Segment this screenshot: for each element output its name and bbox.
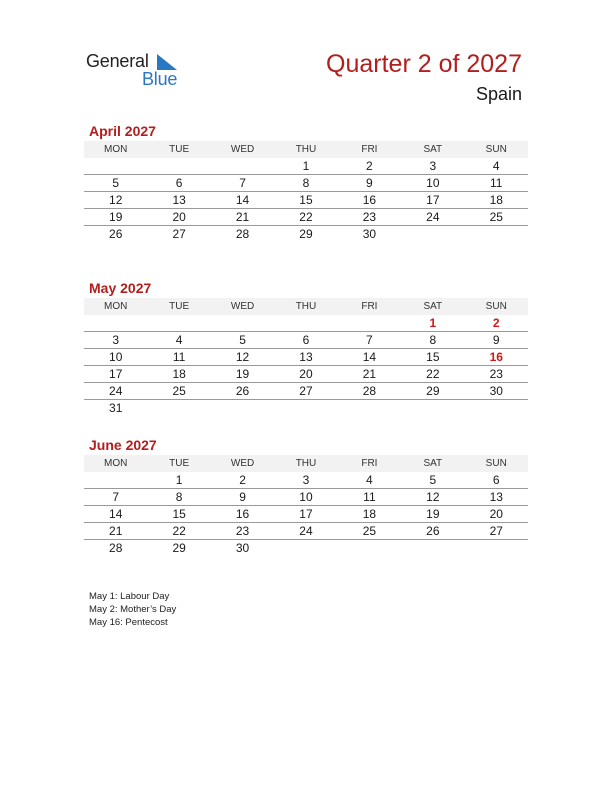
day-cell [465,226,528,242]
weekday-label: THU [295,144,317,155]
day-cell: 14 [235,193,250,207]
month-grid [84,158,528,242]
week-row [84,506,528,523]
day-cell: 3 [302,473,310,487]
day-cell: 26 [426,524,440,538]
day-cell: 13 [489,490,503,504]
week-row [84,523,528,540]
day-cell: 24 [299,524,313,538]
day-cell: 24 [426,210,440,224]
day-cell: 10 [299,490,313,504]
day-cell: 6 [302,333,310,347]
day-cell: 26 [235,384,250,398]
week-row [84,192,528,209]
day-cell: 16 [362,193,377,207]
day-cell: 13 [172,193,186,207]
week-row [84,158,528,175]
weekday-label: MON [104,458,128,469]
weekday-label: WED [230,301,255,312]
week-row [84,209,528,226]
day-cell: 25 [362,524,377,538]
day-cell [338,315,401,331]
day-cell: 5 [112,176,120,190]
day-cell [147,158,210,174]
day-cell [84,472,147,488]
day-cell: 19 [109,210,123,224]
month-title: April 2027 [89,123,156,139]
holiday-notes [89,590,176,629]
day-cell: 2 [492,316,500,330]
day-cell: 28 [362,384,377,398]
weekday-label: TUE [169,301,190,312]
day-cell: 20 [299,367,313,381]
day-cell: 11 [363,490,376,504]
logo-flag-icon [157,54,177,70]
day-cell: 26 [109,227,123,241]
logo-general-text: General [86,51,149,71]
month-grid [84,315,528,416]
day-cell: 28 [235,227,250,241]
day-cell: 19 [426,507,440,521]
day-cell: 14 [362,350,377,364]
week-row [84,540,528,556]
weekday-label: MON [104,144,128,155]
day-cell [401,540,464,556]
day-cell: 3 [429,159,437,173]
day-cell: 1 [302,159,310,173]
day-cell: 21 [362,367,377,381]
weekday-label: MON [104,301,128,312]
week-row [84,349,528,366]
day-cell: 27 [489,524,503,538]
day-cell [274,540,337,556]
week-row [84,175,528,192]
day-cell: 12 [235,350,250,364]
day-cell: 17 [299,507,313,521]
day-cell [84,158,147,174]
logo-blue-text: Blue [142,69,178,89]
week-row [84,489,528,506]
day-cell [211,400,274,416]
day-cell: 19 [235,367,250,381]
day-cell [338,540,401,556]
day-cell: 9 [492,333,500,347]
day-cell: 7 [239,176,246,190]
week-row [84,226,528,242]
month-grid [84,472,528,556]
day-cell: 6 [175,176,183,190]
weekday-label: THU [295,301,317,312]
day-cell [274,315,337,331]
day-cell: 14 [109,507,123,521]
day-cell: 18 [489,193,503,207]
day-cell: 13 [299,350,313,364]
holiday-note: May 1: Labour Day [89,591,170,602]
day-cell [147,400,210,416]
day-cell: 9 [366,176,373,190]
day-cell: 11 [490,176,503,190]
day-cell: 1 [429,316,437,330]
day-cell: 12 [109,193,123,207]
week-row [84,332,528,349]
day-cell: 27 [299,384,313,398]
day-cell [338,400,401,416]
day-cell: 21 [235,210,250,224]
day-cell [274,400,337,416]
day-cell: 23 [362,210,377,224]
day-cell: 30 [235,541,250,555]
day-cell: 2 [239,473,246,487]
day-cell: 20 [489,507,503,521]
day-cell: 29 [299,227,313,241]
day-cell: 20 [172,210,186,224]
day-cell: 4 [492,159,500,173]
weekday-label: FRI [361,301,378,312]
day-cell: 5 [429,473,437,487]
day-cell: 21 [109,524,123,538]
day-cell: 22 [172,524,186,538]
day-cell [465,540,528,556]
day-cell [401,400,464,416]
weekday-label: SAT [423,458,443,469]
country-label: Spain [475,84,522,104]
weekday-label: FRI [361,144,378,155]
week-row [84,383,528,400]
weekday-label: TUE [169,144,190,155]
day-cell [84,315,147,331]
day-cell: 22 [299,210,313,224]
day-cell: 11 [172,350,186,364]
month-title: May 2027 [89,280,152,296]
day-cell: 8 [429,333,437,347]
week-row [84,400,528,416]
holiday-note: May 2: Mother’s Day [89,604,177,615]
day-cell: 16 [235,507,250,521]
weekday-header [84,455,528,472]
day-cell: 2 [366,159,373,173]
week-row [84,472,528,489]
weekday-label: SUN [485,301,507,312]
day-cell: 18 [362,507,377,521]
weekday-label: SAT [423,144,443,155]
holiday-note: May 16: Pentecost [89,617,168,628]
week-row [84,315,528,332]
day-cell: 29 [426,384,440,398]
day-cell: 29 [172,541,186,555]
day-cell: 7 [112,490,120,504]
day-cell: 9 [239,490,246,504]
day-cell: 15 [299,193,313,207]
day-cell: 15 [426,350,440,364]
month-title: June 2027 [89,437,157,453]
weekday-header [84,298,528,315]
day-cell: 30 [362,227,377,241]
day-cell: 12 [426,490,440,504]
day-cell: 8 [302,176,310,190]
day-cell: 8 [175,490,183,504]
day-cell: 15 [172,507,186,521]
weekday-label: WED [230,144,255,155]
day-cell: 25 [172,384,186,398]
month-april [84,122,528,242]
weekday-label: SUN [485,458,507,469]
logo [86,51,196,91]
weekday-label: WED [230,458,255,469]
day-cell [465,400,528,416]
day-cell [147,315,210,331]
day-cell: 30 [489,384,503,398]
day-cell [401,226,464,242]
day-cell: 23 [489,367,503,381]
day-cell: 25 [489,210,503,224]
weekday-label: TUE [169,458,190,469]
day-cell: 10 [426,176,440,190]
day-cell: 4 [175,333,183,347]
month-june [84,436,528,556]
day-cell: 17 [109,367,123,381]
day-cell: 17 [426,193,440,207]
day-cell: 27 [172,227,186,241]
weekday-header [84,141,528,158]
day-cell [211,158,274,174]
day-cell: 1 [175,473,183,487]
day-cell: 5 [239,333,246,347]
day-cell: 22 [426,367,440,381]
day-cell: 16 [489,350,503,364]
day-cell: 6 [492,473,500,487]
weekday-label: FRI [361,458,378,469]
day-cell: 23 [235,524,250,538]
weekday-label: SUN [485,144,507,155]
week-row [84,366,528,383]
day-cell [211,315,274,331]
weekday-label: THU [295,458,317,469]
day-cell: 28 [109,541,123,555]
day-cell: 7 [366,333,373,347]
weekday-label: SAT [423,301,443,312]
month-may [84,279,528,416]
page-title: Quarter 2 of 2027 [326,50,522,78]
day-cell: 24 [109,384,123,398]
day-cell: 10 [109,350,123,364]
day-cell: 3 [112,333,120,347]
day-cell: 18 [172,367,186,381]
day-cell: 31 [109,401,123,415]
day-cell: 4 [366,473,373,487]
